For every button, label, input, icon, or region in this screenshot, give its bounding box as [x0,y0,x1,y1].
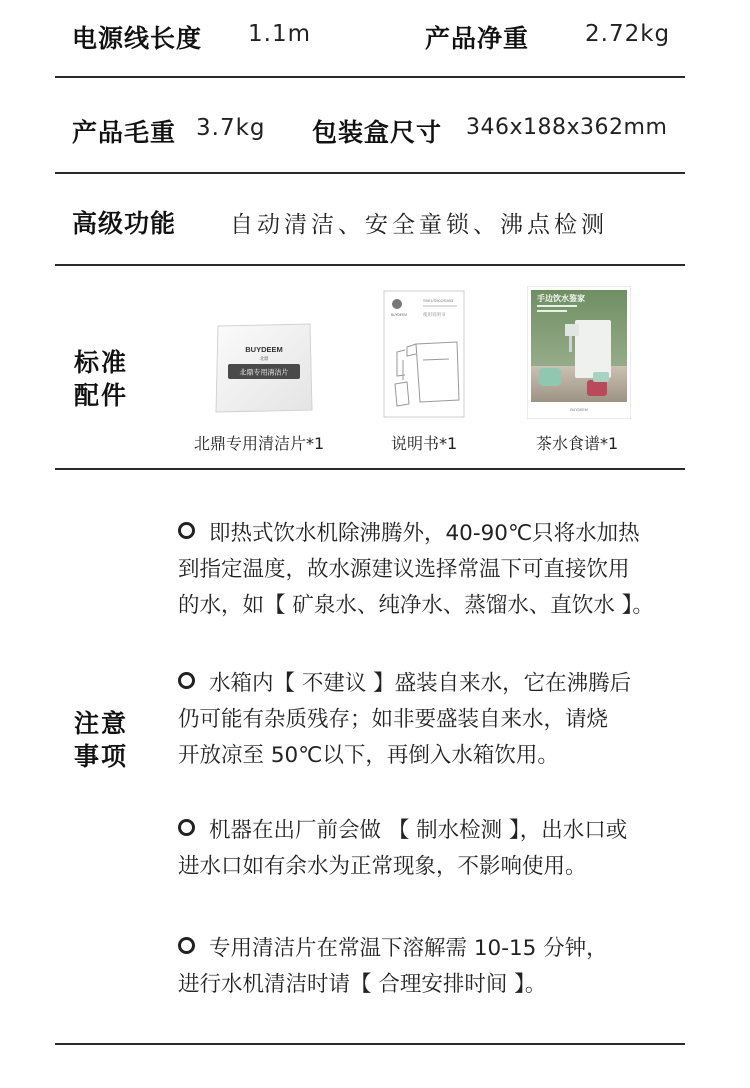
note-line: 机器在出厂前会做 【 制水检测 】，出水口或 [178,813,678,849]
spec-label-box-size: 包装盒尺寸 [312,118,443,147]
accessories-label [74,346,128,412]
note-line: 水箱内【 不建议 】盛装自来水，它在沸腾后 [178,666,678,702]
spec-label-cord-length: 电源线长度 [72,24,203,53]
bullet-icon [178,819,195,836]
note-item [178,813,678,885]
pack-brand-text: BUYDEEM [245,345,283,354]
pack-sub-text: 北鼎 [259,357,269,362]
spec-value-cord-length: 1.1m [248,21,311,47]
recipe-brand-text: BUYDEEM [570,408,588,412]
bullet-icon [178,937,195,954]
accessories-label-line2: 配件 [74,381,129,410]
manual-image [383,290,465,418]
note-line: 专用清洁片在常温下溶解需 10-15 分钟， [178,931,678,967]
accessory-caption-recipe-book: 茶水食谱*1 [536,434,619,453]
spec-value-gross-weight: 3.7kg [196,115,266,141]
spec-value-box-size: 346x188x362mm [466,115,668,140]
divider [55,172,685,174]
spec-label-features: 高级功能 [72,209,177,238]
pack-label-text: 北鼎专用清洁片 [239,368,289,377]
manual-title-text: 使用说明书 [423,313,446,318]
spec-label-gross-weight: 产品毛重 [72,118,177,147]
note-line: 到指定温度，故水源建议选择常温下可直接饮用 [178,557,630,582]
note-line: 的水，如【 矿泉水、纯净水、蒸馏水、直饮水 】。 [178,593,654,618]
bullet-icon [178,672,195,689]
note-item [178,931,678,1003]
notes-label [74,707,128,773]
divider [55,76,685,78]
accessory-caption-manual: 说明书*1 [391,434,458,453]
divider [55,264,685,266]
notes-label-line1: 注意 [74,709,129,738]
accessories-label-line1: 标准 [74,348,129,377]
accessory-caption-cleaning-pack: 北鼎专用清洁片*1 [194,434,325,453]
note-item [178,666,678,774]
note-line: 仍可能有杂质残存；如非要盛装自来水，请烧 [178,707,609,732]
spec-value-features: 自动清洁、安全童锁、沸点检测 [230,212,608,238]
recipe-title-text: 手边饮水鉴家 [537,294,585,303]
divider [55,1043,685,1045]
note-line: 进水口如有余水为正常现象，不影响使用。 [178,854,587,879]
note-line: 即热式饮水机除沸腾外，40-90℃只将水加热 [178,516,678,552]
note-line: 进行水机清洁时请【 合理安排时间 】。 [178,972,547,997]
manual-brand-text: BUYDEEM [391,313,407,317]
notes-label-line2: 事项 [74,742,129,771]
note-item [178,516,678,624]
note-line: 开放凉至 50℃以下，再倒入水箱饮用。 [178,743,559,768]
spec-value-net-weight: 2.72kg [585,21,671,47]
divider [55,468,685,470]
cleaning-pack-image [214,322,314,414]
bullet-icon [178,522,195,539]
manual-model-text: S901/S902/S903 [423,298,454,303]
recipe-book-image [527,286,631,419]
spec-label-net-weight: 产品净重 [425,24,530,53]
